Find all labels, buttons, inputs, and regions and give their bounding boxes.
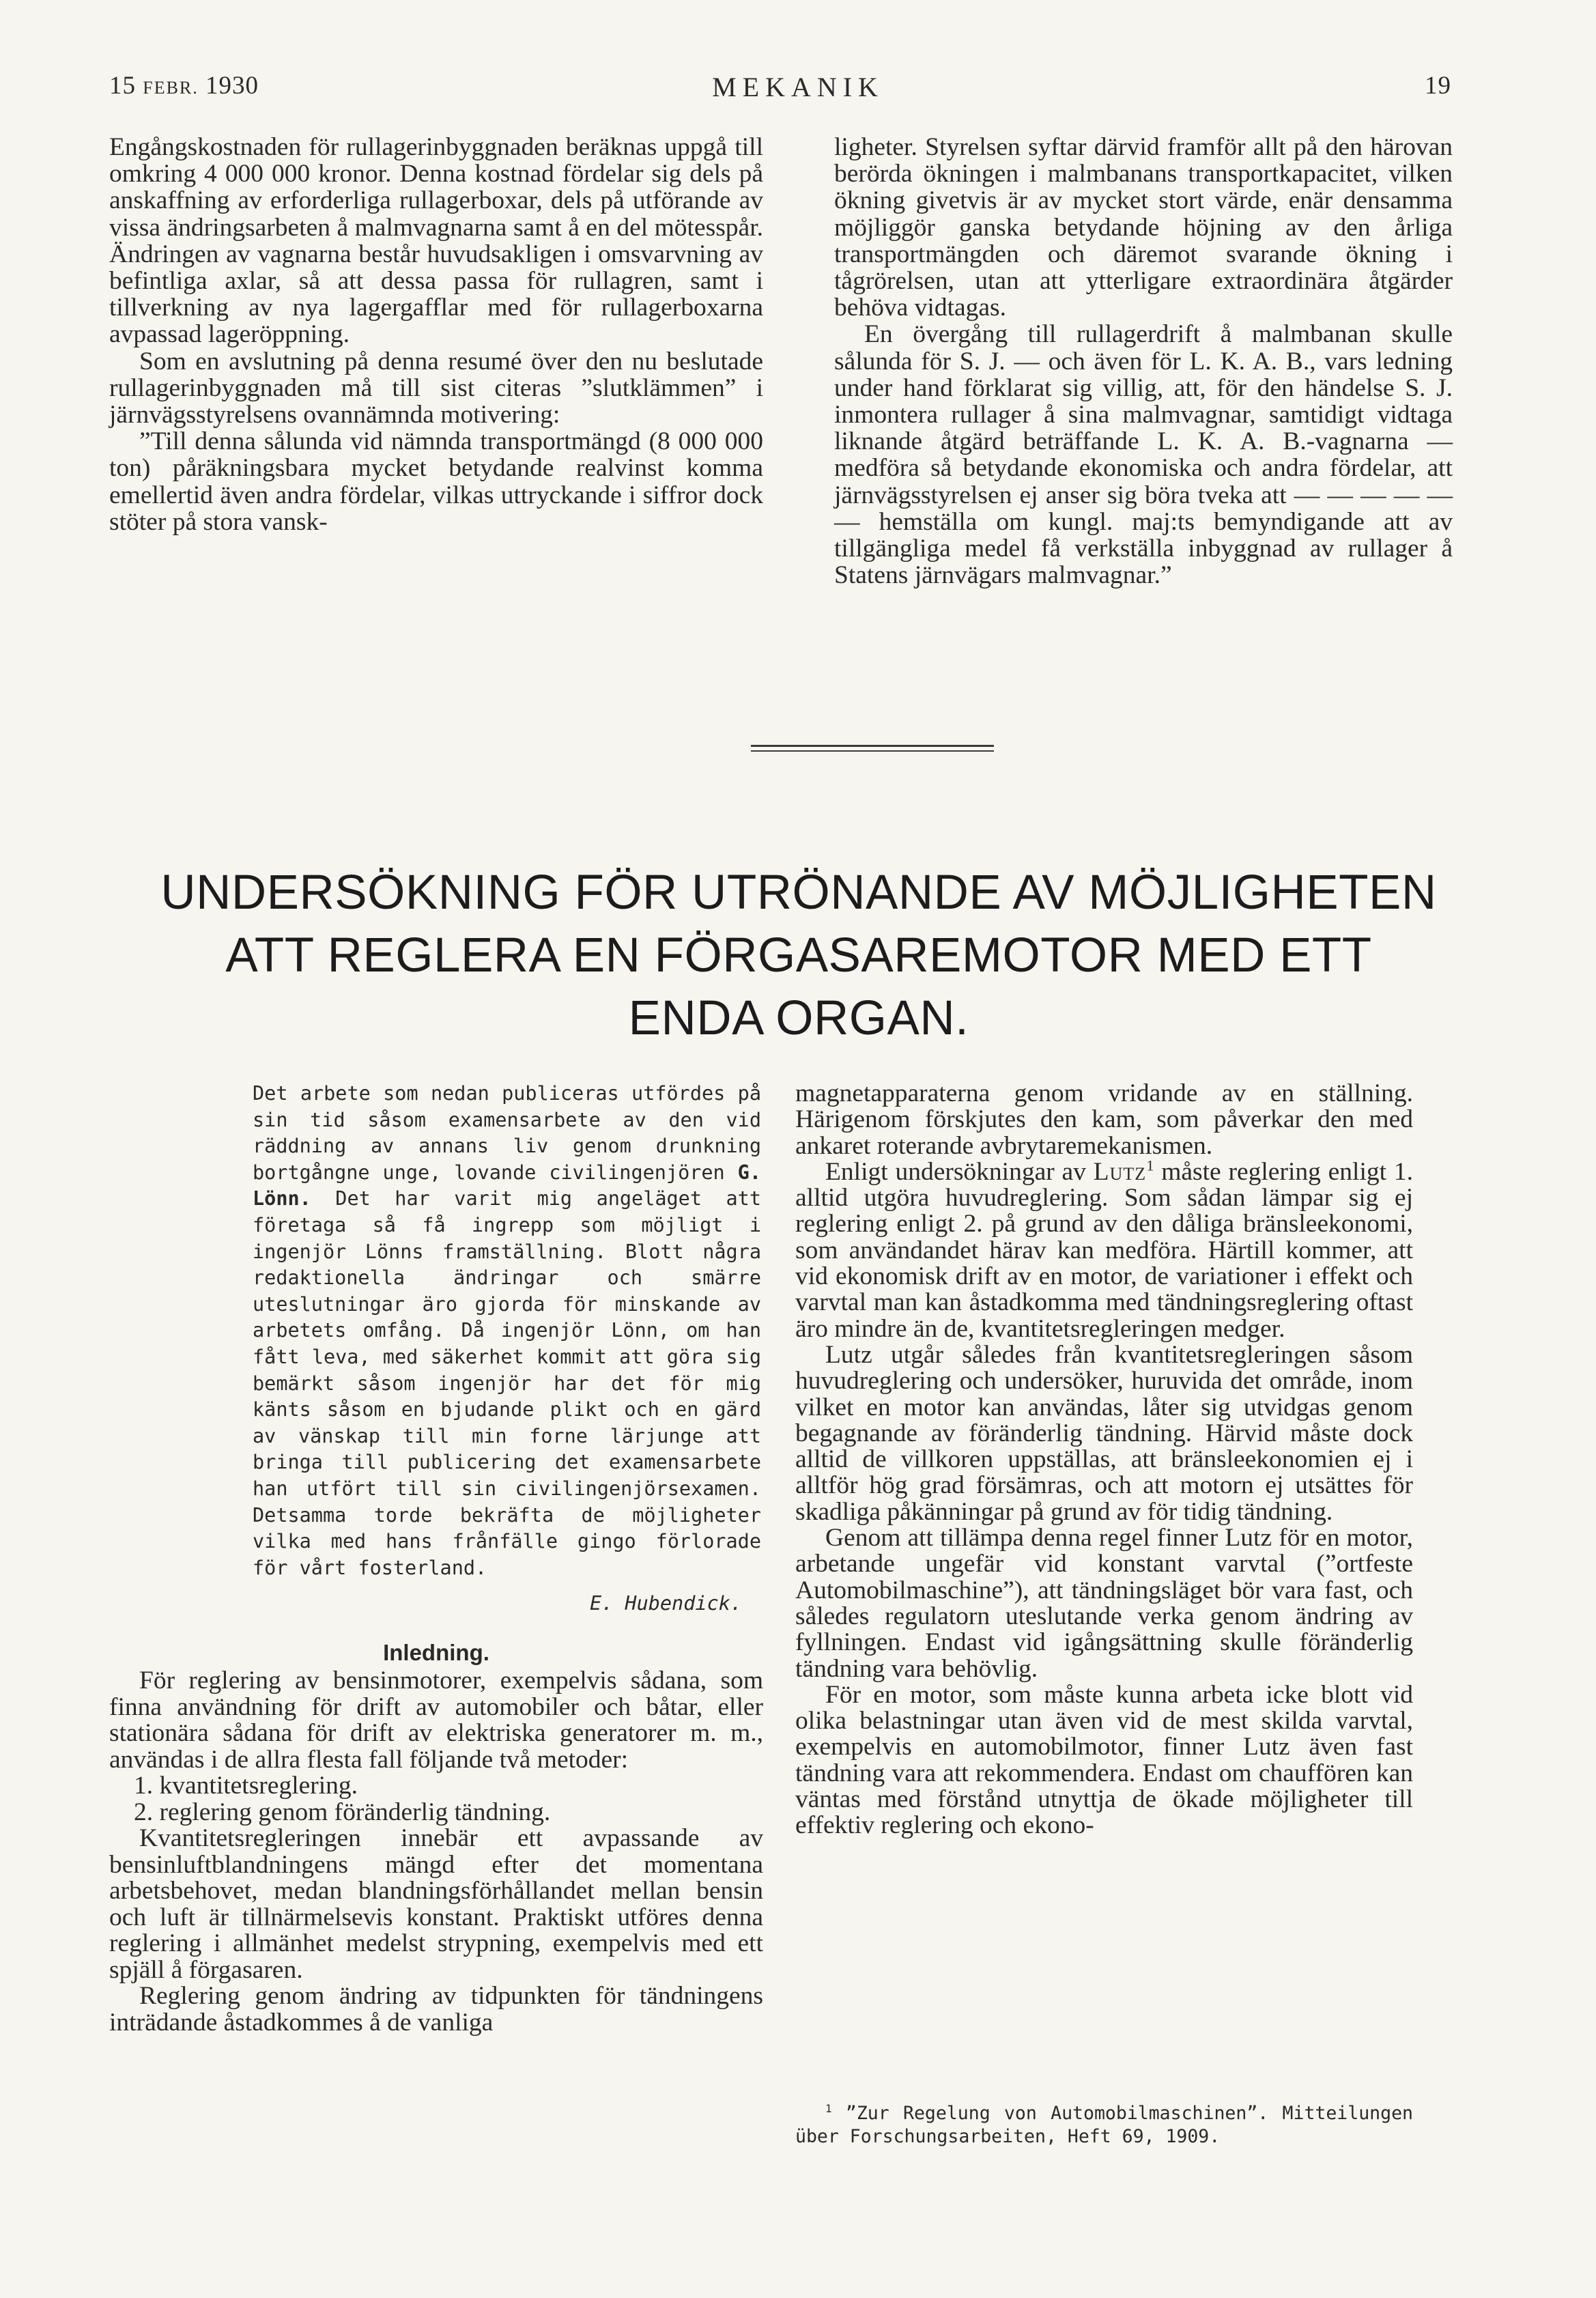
method-list [109,1773,763,1826]
page-number: 19 [1425,72,1451,100]
paragraph: Kvantitetsregleringen innebär ett avpassande av bensinluftblandningens mängd efter det momentana arbetsbehovet, medan blandningsförhållandet mellan bensin och luft är tillnärmelsevis konstant. Praktiskt utföres denna reglering i allmänhet medelst strypning, exempelvis med ett spjäll å förgasaren. [109,1824,763,1984]
issue-month: FEBR. [143,78,199,98]
paragraph: Engångskostnaden för rullagerinbyggnaden beräknas uppgå till omkring 4 000 000 kronor. Denna kostnad fördelar sig dels på anskaffning av erforderliga rullagerboxar, dels på utförande av vissa ändringsarbeten å malmvagnarna samt å en del mötesspår. Ändringen av vagnarna består huvudsakligen i omsvarvning av befintliga axlar, så att dessa passa för rullagren, samt i tillverkning av nya lagergafflar med för rullagerboxarna avpassad lageröppning. [109,133,763,349]
article-title [102,862,1495,1050]
paragraph: ligheter. Styrelsen syftar därvid framför allt på den härovan berörda ökningen i malmbanans transportkapacitet, vilken ökning givetvis är av mycket stort värde, enär densamma möjliggör ganska betydande höjning av den årliga transportmängden och däremot svarande ökning i tågrörelsen, utan att ytterligare extraordinära åtgärder behöva vidtagas. [834,133,1453,322]
note-signature: E. Hubendick. [589,1592,742,1615]
quote-paragraph: ”Till denna sålunda vid nämnda transportmängd (8 000 000 ton) påräkningsbara mycket betydande realvinst komma emellertid även andra fördelar, vilkas uttryckande i siffror dock stöter på stora vansk- [109,427,763,536]
paragraph: Enligt undersökningar av Lutz$^1$ måste reglering enligt 1. alltid utgöra huvudreglering. Som sådan lämpar sig ej reglering enligt 2. på grund av den dåliga bränsleekonomi, som användandet härav kan medföra. Härtill kommer, att vid ekonomisk drift av en motor, de variationer i effekt och varvtal man kan åstadkomma med tändningsreglering oftast äro mindre än de, kvantitetsregleringen medger. [795,1157,1413,1343]
previous-article-right-column [834,134,1453,588]
issue-day: 15 [109,72,136,100]
paragraph: Som en avslutning på denna resumé över den nu beslutade rullagerinbyggnaden må till sist citeras ”slutklämmen” i järnvägsstyrelsens ovannämnda motivering: [109,347,763,429]
title-line: UNDERSÖKNING FÖR UTRÖNANDE AV MÖJLIGHETEN [160,866,1437,920]
paragraph: Lutz utgår således från kvantitetsregleringen såsom huvudreglering och undersöker, huruvida det område, inom vilket en motor kan användas, låter sig utvidgas genom begagnande av föränderlig tändning. Härvid måste dock alltid de villkoren uppställas, att bränsleekonomien ej i alltför hög grad försämras, och att motorn ej utsättes för skadliga påkänningar på grund av för tidig tändning. [795,1340,1413,1526]
list-item: 2. reglering genom föränderlig tändning. [134,1798,551,1826]
paragraph: Reglering genom ändring av tidpunkten för tändningens inträdande åstadkommes å de vanliga [109,1982,763,2037]
paragraph: magnetapparaterna genom vridande av en ställning. Härigenom förskjutes den kam, som påverkar den med ankaret roterande avbrytaremekanismen. [795,1079,1413,1160]
paragraph: En övergång till rullagerdrift å malmbanan skulle sålunda för S. J. — och även för L. K. A. B., vars ledning under hand förklarat sig villig, att, för den händelse S. J. inmontera rullager å sina malmvagnar, samtidigt vidtaga liknande åtgärd beträffande L. K. A. B.-vagnarna — medföra så betydande ekonomiska och andra fördelar, att järnvägsstyrelsen ej anser sig böra tveka att — — — — — — hemställa om kungl. maj:ts bemyndigande att av tillgängliga medel få verkställa inbyggnad av rullager å Statens järnvägars malmvagnar.” [834,320,1453,590]
article-right-column [795,1081,1413,1839]
footnote [795,2102,1413,2148]
title-line: ENDA ORGAN. [628,991,969,1045]
paragraph: För reglering av bensinmotorer, exempelvis sådana, som finna användning för drift av automobiler och båtar, eller stationära sådana för drift av elektriska generatorer m. m., användas i de allra flesta fall följande två metoder: [109,1666,763,1774]
paragraph: För en motor, som måste kunna arbeta icke blott vid olika belastningar utan även vid de mest skilda varvtal, exempelvis en automobilmotor, finner Lutz även fast tändning vara att rekommendera. Endast om chauffören kan väntas med förstånd utnyttja de ökade möjligheter till effektiv reglering och ekono- [795,1680,1413,1840]
footnote-ref[interactable]: 1 [1146,1157,1154,1174]
section-divider [751,745,994,752]
note-text: Det arbete som nedan publiceras utfördes på sin tid såsom examensarbete av den vid räddning av annans liv genom drunkning bortgångne unge, lovande civilingenjören G. Lönn. Det har varit mig angeläget att företaga så få ingrepp som möjligt i ingenjör Lönns framställning. Blott några redaktionella ändringar och smärre uteslutningar äro gjorda för minskande av arbetets omfång. Då ingenjör Lönn, om han fått leva, med säkerhet kommit att göra sig bemärkt såsom ingenjör har det för mig känts såsom en bjudande plikt och en gärd av vänskap till min forne lärjunge att bringa till publicering det examensarbete han utfört till sin civilingenjörsexamen. Detsamma torde bekräfta de möjligheter vilka med hans frånfälle gingo förlorade för vårt fosterland. [253,1082,761,1579]
author-name: G. Lönn. [253,1161,761,1210]
list-item: 1. kvantitetsreglering. [134,1772,358,1800]
cited-author: Lutz [1093,1157,1147,1186]
article-left-column [109,1668,763,2036]
previous-article-left-column [109,134,763,535]
paragraph: Genom att tillämpa denna regel finner Lutz för en motor, arbetande ungefär vid konstant varvtal (”ortfeste Automobilmaschine”), att tändningsläget bör vara fast, och således regulatorn uteslutande verka genom ändring av fyllningen. Endast vid igångsättning skulle föränderlig tändning vara behövlig. [795,1524,1413,1683]
editorial-note [253,1081,761,1617]
footnote-marker: 1 [825,2102,832,2116]
issue-year: 1930 [205,72,259,100]
title-line: ATT REGLERA EN FÖRGASAREMOTOR MED ETT [225,928,1372,982]
section-heading: Inledning. [383,1640,489,1665]
journal-title: MEKANIK [712,72,884,102]
footnote-text: ”Zur Regelung von Automobilmaschinen”. Mitteilungen über Forschungsarbeiten, Heft 69, 1909. [795,2103,1413,2147]
